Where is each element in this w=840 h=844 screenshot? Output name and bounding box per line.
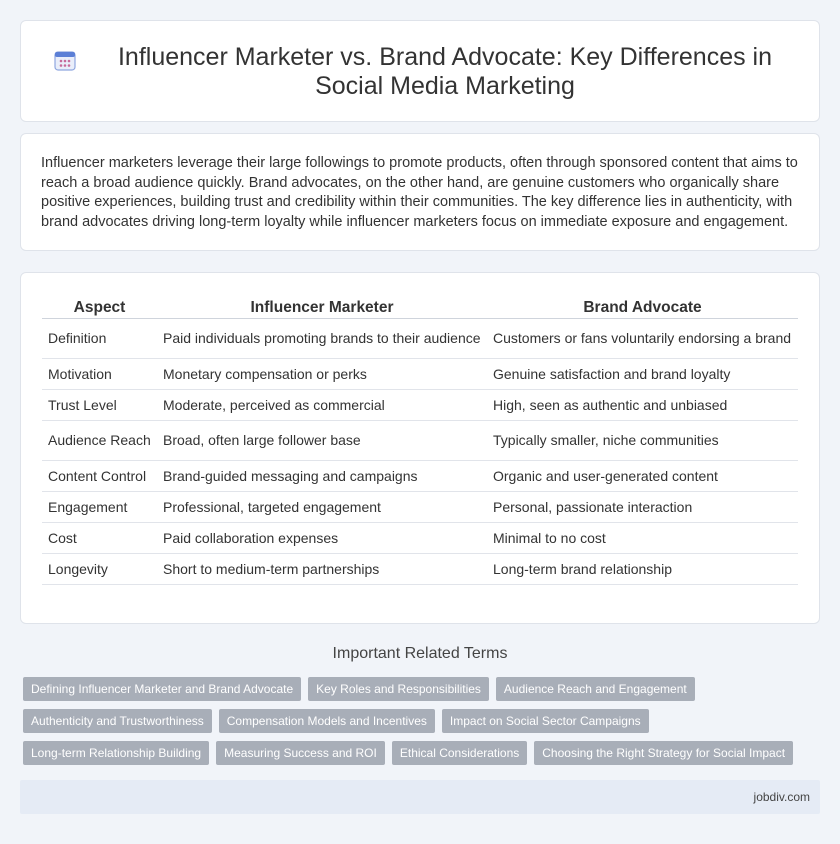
table-cell: Audience Reach xyxy=(42,420,157,460)
table-cell: Short to medium-term partnerships xyxy=(157,553,487,584)
table-cell: Customers or fans voluntarily endorsing a brand xyxy=(487,318,798,358)
table-cell: Paid individuals promoting brands to their audience xyxy=(157,318,487,358)
related-tag[interactable]: Authenticity and Trustworthiness xyxy=(23,709,212,733)
table-row xyxy=(42,553,798,584)
header-aspect: Aspect xyxy=(42,296,157,318)
calendar-icon xyxy=(54,49,76,71)
table-cell: Longevity xyxy=(42,553,157,584)
tag-row xyxy=(23,709,823,733)
table-cell: Brand-guided messaging and campaigns xyxy=(157,460,487,491)
table-cell: Genuine satisfaction and brand loyalty xyxy=(487,358,798,389)
related-tag[interactable]: Audience Reach and Engagement xyxy=(496,677,695,701)
related-tag[interactable]: Choosing the Right Strategy for Social Impact xyxy=(534,741,793,765)
table-cell: High, seen as authentic and unbiased xyxy=(487,389,798,420)
table-row xyxy=(42,318,798,358)
table-cell: Moderate, perceived as commercial xyxy=(157,389,487,420)
page-title: Influencer Marketer vs. Brand Advocate: Key Differences in Social Media Marketing xyxy=(117,43,773,100)
related-tag[interactable]: Defining Influencer Marketer and Brand Advocate xyxy=(23,677,301,701)
related-terms-title: Important Related Terms xyxy=(332,645,508,662)
related-tag[interactable]: Key Roles and Responsibilities xyxy=(308,677,489,701)
table-cell: Typically smaller, niche communities xyxy=(487,420,798,460)
table-cell: Paid collaboration expenses xyxy=(157,522,487,553)
table-row xyxy=(42,420,798,460)
table-row xyxy=(42,460,798,491)
header-influencer-marketer: Influencer Marketer xyxy=(157,296,487,318)
related-terms-tags xyxy=(23,677,823,773)
table-cell: Professional, targeted engagement xyxy=(157,491,487,522)
table-cell: Personal, passionate interaction xyxy=(487,491,798,522)
header-card xyxy=(20,20,820,122)
related-tag[interactable]: Ethical Considerations xyxy=(392,741,527,765)
table-cell: Content Control xyxy=(42,460,157,491)
table-cell: Long-term brand relationship xyxy=(487,553,798,584)
table-header-row xyxy=(42,296,798,318)
comparison-card xyxy=(20,272,820,624)
intro-paragraph: Influencer marketers leverage their large followings to promote products, often through sponsored content that aims to reach a broad audience quickly. Brand advocates, on the other hand, are genuine customers who organically share positive experiences, building trust and credibility within their communities. The key difference lies in authenticity, with brand advocates driving long-term loyalty while influencer marketers focus on immediate exposure and engagement. xyxy=(41,155,798,230)
table-cell: Organic and user-generated content xyxy=(487,460,798,491)
table-cell: Motivation xyxy=(42,358,157,389)
tag-row xyxy=(23,741,823,765)
intro-card xyxy=(20,133,820,251)
tag-row xyxy=(23,677,823,701)
table-cell: Minimal to no cost xyxy=(487,522,798,553)
table-row xyxy=(42,491,798,522)
related-tag[interactable]: Impact on Social Sector Campaigns xyxy=(442,709,649,733)
table-row xyxy=(42,389,798,420)
comparison-table xyxy=(42,296,798,585)
table-cell: Definition xyxy=(42,318,157,358)
related-tag[interactable]: Long-term Relationship Building xyxy=(23,741,209,765)
table-cell: Monetary compensation or perks xyxy=(157,358,487,389)
table-cell: Engagement xyxy=(42,491,157,522)
related-tag[interactable]: Measuring Success and ROI xyxy=(216,741,385,765)
footer xyxy=(20,780,820,814)
header-brand-advocate: Brand Advocate xyxy=(487,296,798,318)
table-cell: Cost xyxy=(42,522,157,553)
table-cell: Trust Level xyxy=(42,389,157,420)
related-tag[interactable]: Compensation Models and Incentives xyxy=(219,709,435,733)
table-row xyxy=(42,522,798,553)
table-row xyxy=(42,358,798,389)
table-cell: Broad, often large follower base xyxy=(157,420,487,460)
footer-site-link[interactable]: jobdiv.com xyxy=(753,790,810,804)
